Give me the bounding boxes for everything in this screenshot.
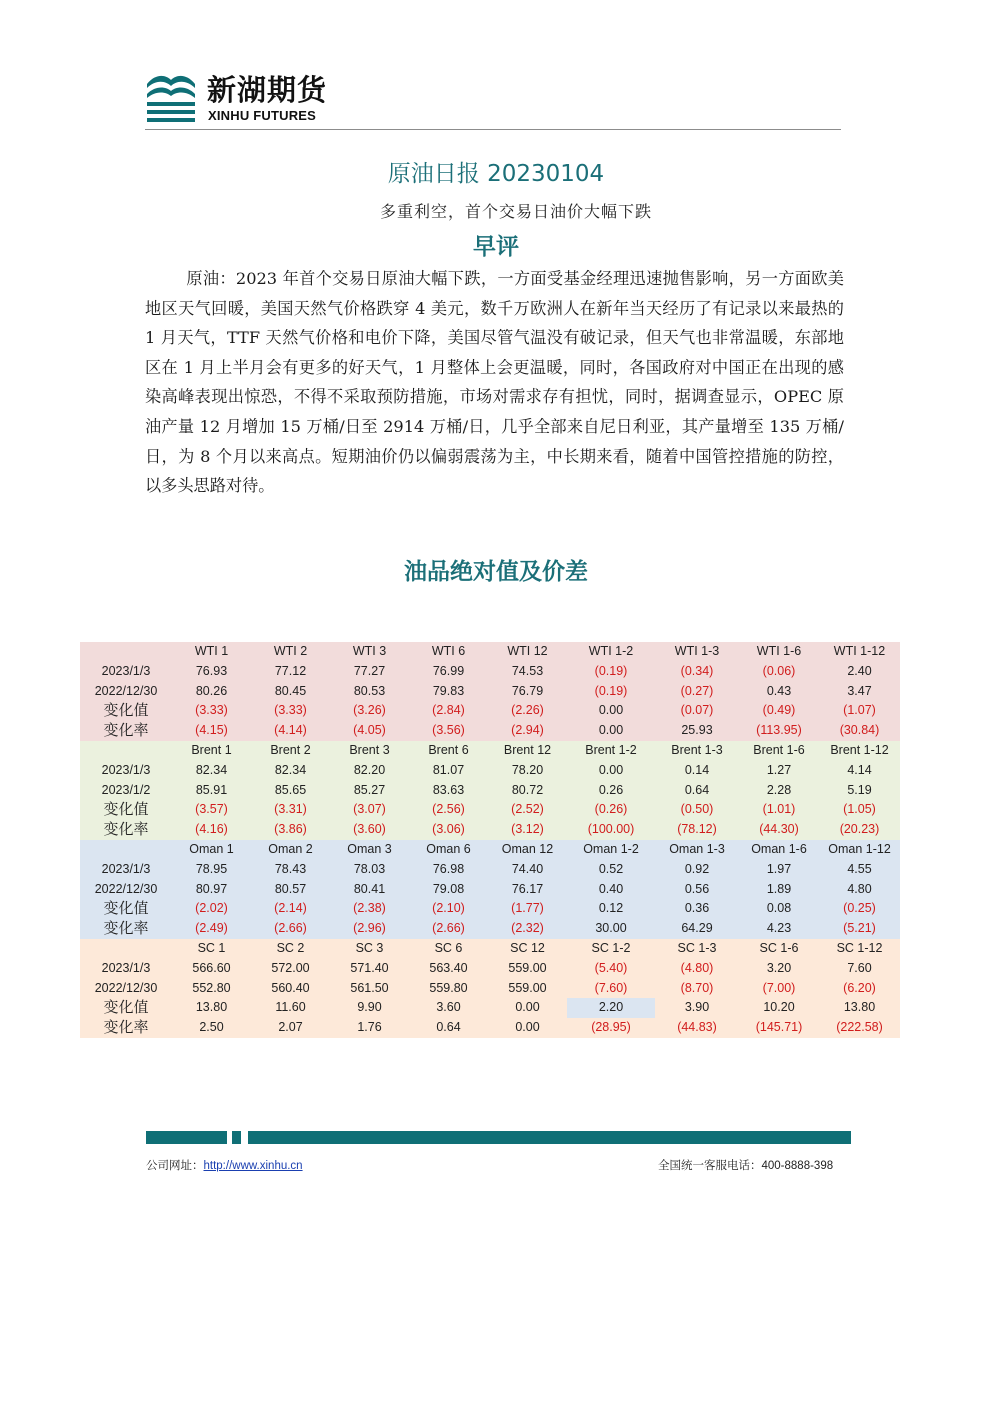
table-cell: (3.06) <box>409 820 488 840</box>
table-cell: 82.20 <box>330 761 409 781</box>
table-cell: 0.00 <box>567 761 655 781</box>
table-cell: (30.84) <box>819 721 900 741</box>
table-row <box>80 781 900 801</box>
column-header: Oman 2 <box>251 840 330 860</box>
footer-hotline <box>658 1157 851 1174</box>
column-header: Brent 1 <box>172 741 251 761</box>
column-header: WTI 2 <box>251 642 330 662</box>
table-cell: (2.56) <box>409 800 488 820</box>
column-header: Oman 12 <box>488 840 567 860</box>
table-cell: 81.07 <box>409 761 488 781</box>
table-cell: 0.00 <box>567 721 655 741</box>
table-cell: 1.89 <box>739 880 819 900</box>
table-cell: 80.72 <box>488 781 567 801</box>
table-cell: 74.53 <box>488 662 567 682</box>
row-label: 变化值 <box>80 899 172 919</box>
column-header: WTI 1-2 <box>567 642 655 662</box>
column-header: SC 1-3 <box>655 939 739 959</box>
table-cell: (3.12) <box>488 820 567 840</box>
row-label: 2023/1/3 <box>80 662 172 682</box>
table-cell: 30.00 <box>567 919 655 939</box>
table-cell: 572.00 <box>251 959 330 979</box>
table-cell: (7.60) <box>567 979 655 999</box>
table-cell: 80.97 <box>172 880 251 900</box>
row-label: 变化值 <box>80 998 172 1018</box>
logo-chinese-name: 新湖期货 <box>207 73 328 107</box>
table-cell: 13.80 <box>172 998 251 1018</box>
table-cell: (3.57) <box>172 800 251 820</box>
table-row <box>80 998 900 1018</box>
table-cell: 0.52 <box>567 860 655 880</box>
table-cell: (2.52) <box>488 800 567 820</box>
table-cell: (3.31) <box>251 800 330 820</box>
column-header: SC 1-6 <box>739 939 819 959</box>
footer-bar <box>232 1131 241 1144</box>
table-cell: (3.60) <box>330 820 409 840</box>
column-header: Brent 1-3 <box>655 741 739 761</box>
column-header: Oman 1-2 <box>567 840 655 860</box>
row-label: 2023/1/2 <box>80 781 172 801</box>
table-cell: 4.14 <box>819 761 900 781</box>
table-cell: (1.77) <box>488 899 567 919</box>
table-cell: 1.76 <box>330 1018 409 1038</box>
table-cell: 552.80 <box>172 979 251 999</box>
table-cell: (0.19) <box>567 662 655 682</box>
table-cell: 80.45 <box>251 682 330 702</box>
table-cell: 0.08 <box>739 899 819 919</box>
table-cell: 64.29 <box>655 919 739 939</box>
table-cell: 2.40 <box>819 662 900 682</box>
row-label: 变化率 <box>80 721 172 741</box>
table-cell: (0.19) <box>567 682 655 702</box>
column-header: Oman 1 <box>172 840 251 860</box>
comment-text: 原油：2023 年首个交易日原油大幅下跌，一方面受基金经理迅速抛售影响，另一方面欧美地区天气回暖，美国天然气价格跌穿 4 美元，数千万欧洲人在新年当天经历了有记录以来最热的 1 月天气，TTF 天然气价格和电价下降，美国尽管气温没有破记录，但天气也非常温暖，东部地区在 1 月上半月会有更多的好天气，1 月整体上会更温暖，同时，各国政府对中国正在出现的感染高峰表现出惊恐，不得不采取预防措施，市场对需求存有担忧，同时，据调查显示，OPEC 原油产量 12 月增加 15 万桶/日至 2914 万桶/日，几乎全部来自尼日利亚，其产量增至 135 万桶/日，为 8 个月以来高点。短期油价仍以偏弱震荡为主，中长期来看，随着中国管控措施的防控，以多头思路对待。 <box>145 269 844 496</box>
table-row <box>80 880 900 900</box>
table-cell: (28.95) <box>567 1018 655 1038</box>
table-cell: 2.07 <box>251 1018 330 1038</box>
table-cell: 3.90 <box>655 998 739 1018</box>
table-cell: 78.03 <box>330 860 409 880</box>
table-row <box>80 820 900 840</box>
row-label: 变化率 <box>80 820 172 840</box>
row-label: 变化率 <box>80 919 172 939</box>
table-cell: (4.14) <box>251 721 330 741</box>
price-spread-table <box>80 642 900 1038</box>
row-label: 变化值 <box>80 800 172 820</box>
website-link[interactable]: http://www.xinhu.cn <box>203 1160 303 1172</box>
table-cell: 0.36 <box>655 899 739 919</box>
table-cell: 85.91 <box>172 781 251 801</box>
table-cell: 11.60 <box>251 998 330 1018</box>
table-cell: (4.16) <box>172 820 251 840</box>
table-cell: 78.95 <box>172 860 251 880</box>
row-label: 2022/12/30 <box>80 979 172 999</box>
table-row <box>80 662 900 682</box>
table-cell: (2.66) <box>251 919 330 939</box>
table-cell: 0.64 <box>655 781 739 801</box>
table-cell: (4.80) <box>655 959 739 979</box>
header-blank-cell <box>80 642 172 662</box>
table-cell: (1.07) <box>819 701 900 721</box>
table-row <box>80 721 900 741</box>
header-blank-cell <box>80 939 172 959</box>
table-cell: (5.40) <box>567 959 655 979</box>
column-header: Oman 6 <box>409 840 488 860</box>
table-cell: (2.38) <box>330 899 409 919</box>
row-label: 2023/1/3 <box>80 860 172 880</box>
table-cell: (0.25) <box>819 899 900 919</box>
logo-english-name: XINHU FUTURES <box>208 108 317 123</box>
table-cell: (5.21) <box>819 919 900 939</box>
table-cell: 77.12 <box>251 662 330 682</box>
column-header: SC 1-12 <box>819 939 900 959</box>
row-label: 变化值 <box>80 701 172 721</box>
report-title: 原油日报 20230104 <box>387 161 605 187</box>
table-row <box>80 860 900 880</box>
table-cell: (113.95) <box>739 721 819 741</box>
header-blank-cell <box>80 840 172 860</box>
hotline-number: 400-8888-398 <box>761 1160 834 1172</box>
table-cell: (1.01) <box>739 800 819 820</box>
table-cell: (222.58) <box>819 1018 900 1038</box>
row-label: 2023/1/3 <box>80 761 172 781</box>
table-cell: (1.05) <box>819 800 900 820</box>
column-header: SC 1-2 <box>567 939 655 959</box>
table-cell: (44.83) <box>655 1018 739 1038</box>
table-cell: 4.55 <box>819 860 900 880</box>
column-header: SC 6 <box>409 939 488 959</box>
column-header: WTI 3 <box>330 642 409 662</box>
column-header: WTI 6 <box>409 642 488 662</box>
table-cell: 1.27 <box>739 761 819 781</box>
table-cell: (0.34) <box>655 662 739 682</box>
table-cell: (0.26) <box>567 800 655 820</box>
header-divider <box>145 129 841 130</box>
table-cell: 7.60 <box>819 959 900 979</box>
table-row <box>80 899 900 919</box>
table-row <box>80 800 900 820</box>
table-cell: (44.30) <box>739 820 819 840</box>
table-cell: 83.63 <box>409 781 488 801</box>
column-header: Brent 1-2 <box>567 741 655 761</box>
table-cell: 3.20 <box>739 959 819 979</box>
table-cell: 0.00 <box>488 1018 567 1038</box>
table-cell: (2.66) <box>409 919 488 939</box>
table-cell: 0.40 <box>567 880 655 900</box>
column-header: Brent 2 <box>251 741 330 761</box>
table-cell: 76.98 <box>409 860 488 880</box>
table-header-row-brent <box>80 741 900 761</box>
table-cell: 78.43 <box>251 860 330 880</box>
table-cell: 559.80 <box>409 979 488 999</box>
column-header: Oman 3 <box>330 840 409 860</box>
footer-website <box>146 1157 303 1174</box>
table-cell: 82.34 <box>172 761 251 781</box>
column-header: Brent 12 <box>488 741 567 761</box>
table-cell: 78.20 <box>488 761 567 781</box>
table-cell: 3.47 <box>819 682 900 702</box>
table-cell: (2.49) <box>172 919 251 939</box>
logo-waves-icon <box>145 72 197 126</box>
section-heading-morning-comment: 早评 <box>473 234 519 260</box>
table-cell: (2.84) <box>409 701 488 721</box>
table-cell: 2.20 <box>567 998 655 1018</box>
table-cell: 571.40 <box>330 959 409 979</box>
table-cell: 2.28 <box>739 781 819 801</box>
column-header: SC 12 <box>488 939 567 959</box>
table-cell: 82.34 <box>251 761 330 781</box>
table-cell: 2.50 <box>172 1018 251 1038</box>
table-cell: (78.12) <box>655 820 739 840</box>
table-cell: 0.12 <box>567 899 655 919</box>
table-header-row-oman <box>80 840 900 860</box>
table-cell: (2.96) <box>330 919 409 939</box>
table-cell: (0.07) <box>655 701 739 721</box>
column-header: Oman 1-3 <box>655 840 739 860</box>
table-cell: 0.43 <box>739 682 819 702</box>
column-header: SC 3 <box>330 939 409 959</box>
hotline-label: 全国统一客服电话： <box>658 1158 762 1172</box>
table-cell: (7.00) <box>739 979 819 999</box>
table-cell: (6.20) <box>819 979 900 999</box>
table-header-row-sc <box>80 939 900 959</box>
column-header: Brent 1-12 <box>819 741 900 761</box>
table-row <box>80 761 900 781</box>
table-row <box>80 919 900 939</box>
table-cell: 561.50 <box>330 979 409 999</box>
table-row <box>80 682 900 702</box>
table-cell: 80.41 <box>330 880 409 900</box>
footer-bar <box>248 1131 851 1144</box>
column-header: Brent 1-6 <box>739 741 819 761</box>
row-label: 变化率 <box>80 1018 172 1038</box>
table-cell: (20.23) <box>819 820 900 840</box>
table-cell: 0.56 <box>655 880 739 900</box>
column-header: WTI 12 <box>488 642 567 662</box>
row-label: 2022/12/30 <box>80 880 172 900</box>
column-header: SC 1 <box>172 939 251 959</box>
table-row <box>80 1018 900 1038</box>
table-cell: 1.97 <box>739 860 819 880</box>
table-cell: 563.40 <box>409 959 488 979</box>
column-header: Brent 6 <box>409 741 488 761</box>
table-cell: (8.70) <box>655 979 739 999</box>
table-cell: (0.50) <box>655 800 739 820</box>
row-label: 2023/1/3 <box>80 959 172 979</box>
column-header: WTI 1-6 <box>739 642 819 662</box>
table-header-row-wti <box>80 642 900 662</box>
table-row <box>80 959 900 979</box>
table-cell: 0.92 <box>655 860 739 880</box>
table-cell: 0.64 <box>409 1018 488 1038</box>
table-cell: 5.19 <box>819 781 900 801</box>
table-cell: (0.49) <box>739 701 819 721</box>
column-header: Brent 3 <box>330 741 409 761</box>
table-cell: (100.00) <box>567 820 655 840</box>
table-cell: 9.90 <box>330 998 409 1018</box>
table-cell: (3.86) <box>251 820 330 840</box>
report-subtitle: 多重利空，首个交易日油价大幅下跌 <box>379 202 652 221</box>
table-cell: 76.99 <box>409 662 488 682</box>
table-cell: (0.27) <box>655 682 739 702</box>
table-cell: 74.40 <box>488 860 567 880</box>
header-blank-cell <box>80 741 172 761</box>
table-cell: 25.93 <box>655 721 739 741</box>
table-cell: (2.14) <box>251 899 330 919</box>
table-cell: 3.60 <box>409 998 488 1018</box>
table-cell: 566.60 <box>172 959 251 979</box>
table-cell: (2.02) <box>172 899 251 919</box>
table-cell: 4.80 <box>819 880 900 900</box>
table-cell: 13.80 <box>819 998 900 1018</box>
column-header: Oman 1-12 <box>819 840 900 860</box>
table-cell: 79.08 <box>409 880 488 900</box>
table-cell: 0.00 <box>488 998 567 1018</box>
table-cell: 560.40 <box>251 979 330 999</box>
table-cell: (4.05) <box>330 721 409 741</box>
column-header: Oman 1-6 <box>739 840 819 860</box>
table-cell: 0.26 <box>567 781 655 801</box>
table-cell: 4.23 <box>739 919 819 939</box>
column-header: WTI 1-3 <box>655 642 739 662</box>
website-label: 公司网址： <box>146 1158 204 1172</box>
table-cell: (3.26) <box>330 701 409 721</box>
table-cell: 76.79 <box>488 682 567 702</box>
table-row <box>80 701 900 721</box>
column-header: SC 2 <box>251 939 330 959</box>
table-cell: (4.15) <box>172 721 251 741</box>
table-cell: (2.94) <box>488 721 567 741</box>
column-header: WTI 1-12 <box>819 642 900 662</box>
table-cell: 0.00 <box>567 701 655 721</box>
table-cell: 79.83 <box>409 682 488 702</box>
table-cell: 85.27 <box>330 781 409 801</box>
footer-bar <box>146 1131 227 1144</box>
section-heading-price-table: 油品绝对值及价差 <box>404 559 588 585</box>
table-row <box>80 979 900 999</box>
table-cell: (2.26) <box>488 701 567 721</box>
table-cell: 80.57 <box>251 880 330 900</box>
table-cell: 80.53 <box>330 682 409 702</box>
table-cell: (2.32) <box>488 919 567 939</box>
table-cell: (3.07) <box>330 800 409 820</box>
table-cell: 77.27 <box>330 662 409 682</box>
table-cell: (145.71) <box>739 1018 819 1038</box>
row-label: 2022/12/30 <box>80 682 172 702</box>
table-cell: (2.10) <box>409 899 488 919</box>
column-header: WTI 1 <box>172 642 251 662</box>
table-cell: 559.00 <box>488 979 567 999</box>
table-cell: (3.33) <box>251 701 330 721</box>
table-cell: 76.17 <box>488 880 567 900</box>
table-cell: 10.20 <box>739 998 819 1018</box>
table-cell: (3.33) <box>172 701 251 721</box>
table-cell: 76.93 <box>172 662 251 682</box>
table-cell: 559.00 <box>488 959 567 979</box>
table-cell: (3.56) <box>409 721 488 741</box>
comment-paragraph <box>145 264 844 501</box>
table-cell: 80.26 <box>172 682 251 702</box>
table-cell: (0.06) <box>739 662 819 682</box>
table-cell: 0.14 <box>655 761 739 781</box>
table-cell: 85.65 <box>251 781 330 801</box>
